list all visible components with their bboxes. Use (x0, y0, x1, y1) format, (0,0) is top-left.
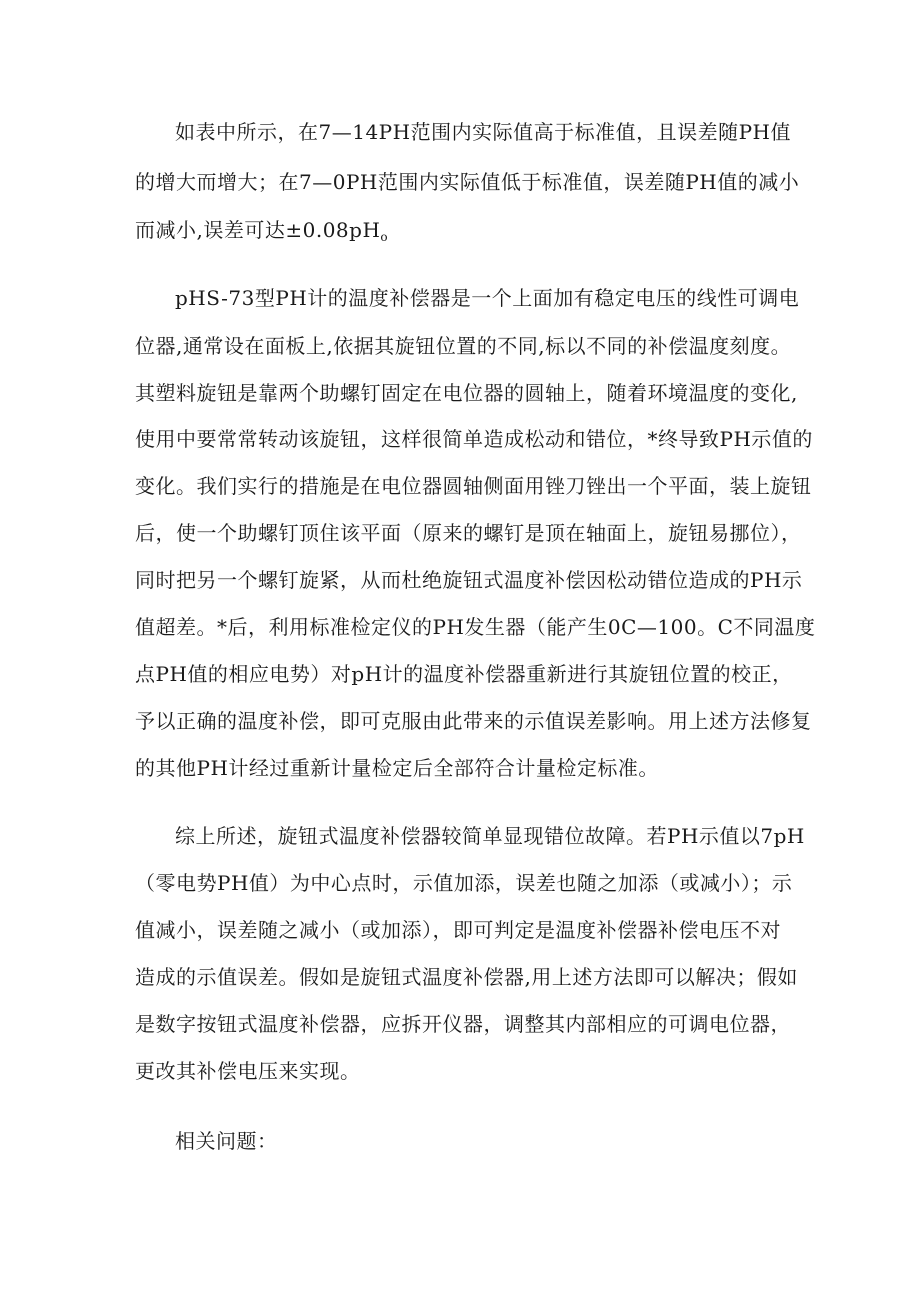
paragraph-1-line-1: 如表中所示，在7—14PH范围内实际值高于标准值，且误差随PH值 (175, 120, 791, 144)
paragraph-2-line-6: 后，使一个助螺钉顶住该平面（原来的螺钉是顶在轴面上，旋钮易挪位）， (135, 521, 802, 545)
paragraph-2-line-8: 值超差。*后，利用标准检定仪的PH发生器（能产生0C—100。C不同温度 (135, 615, 816, 639)
paragraph-3-line-6: 更改其补偿电压来实现。 (135, 1059, 361, 1083)
paragraph-1-line-2: 的增大而增大；在7—0PH范围内实际值低于标准值，误差随PH值的减小 (135, 170, 800, 194)
paragraph-2-line-10: 予以正确的温度补偿，即可克服由此带来的示值误差影响。用上述方法修复 (135, 709, 812, 733)
paragraph-2-line-4: 使用中要常常转动该旋钮，这样很简单造成松动和错位，*终导致PH示值的 (135, 427, 813, 451)
paragraph-3-line-1: 综上所述，旋钮式温度补偿器较简单显现错位故障。若PH示值以7pH (175, 824, 805, 848)
paragraph-3-line-2: （零电势PH值）为中心点时，示值加添，误差也随之加添（或减小）；示 (135, 871, 793, 895)
paragraph-3-line-4: 造成的示值误差。假如是旋钮式温度补偿器,用上述方法即可以解决；假如 (135, 965, 798, 989)
paragraph-2-line-3: 其塑料旋钮是靠两个助螺钉固定在电位器的圆轴上，随着环境温度的变化, (135, 381, 798, 405)
paragraph-2-line-7: 同时把另一个螺钉旋紧，从而杜绝旋钮式温度补偿因松动错位造成的PH示 (135, 568, 803, 592)
related-questions-heading: 相关问题： (175, 1129, 278, 1153)
paragraph-2-line-5: 变化。我们实行的措施是在电位器圆轴侧面用锉刀锉出一个平面，装上旋钮 (135, 474, 812, 498)
paragraph-3-line-5: 是数字按钮式温度补偿器，应拆开仪器，调整其内部相应的可调电位器， (135, 1012, 791, 1036)
paragraph-1-line-3-text: 而减小,误差可达±0.08pH (135, 218, 381, 242)
paragraph-2-line-1: pHS-73型PH计的温度补偿器是一个上面加有稳定电压的线性可调电 (175, 286, 800, 310)
paragraph-3-line-3: 值减小，误差随之减小（或加添），即可判定是温度补偿器补偿电压不对 (135, 918, 781, 942)
paragraph-2-line-9: 点PH值的相应电势）对pH计的温度补偿器重新进行其旋钮位置的校正， (135, 662, 793, 686)
paragraph-1-line-3 (135, 215, 388, 245)
paragraph-1-subscript: o (380, 230, 389, 244)
paragraph-2-line-2: 位器,通常设在面板上,依据其旋钮位置的不同,标以不同的补偿温度刻度。 (135, 334, 792, 358)
paragraph-2-line-11: 的其他PH计经过重新计量检定后全部符合计量检定标准。 (135, 756, 659, 780)
